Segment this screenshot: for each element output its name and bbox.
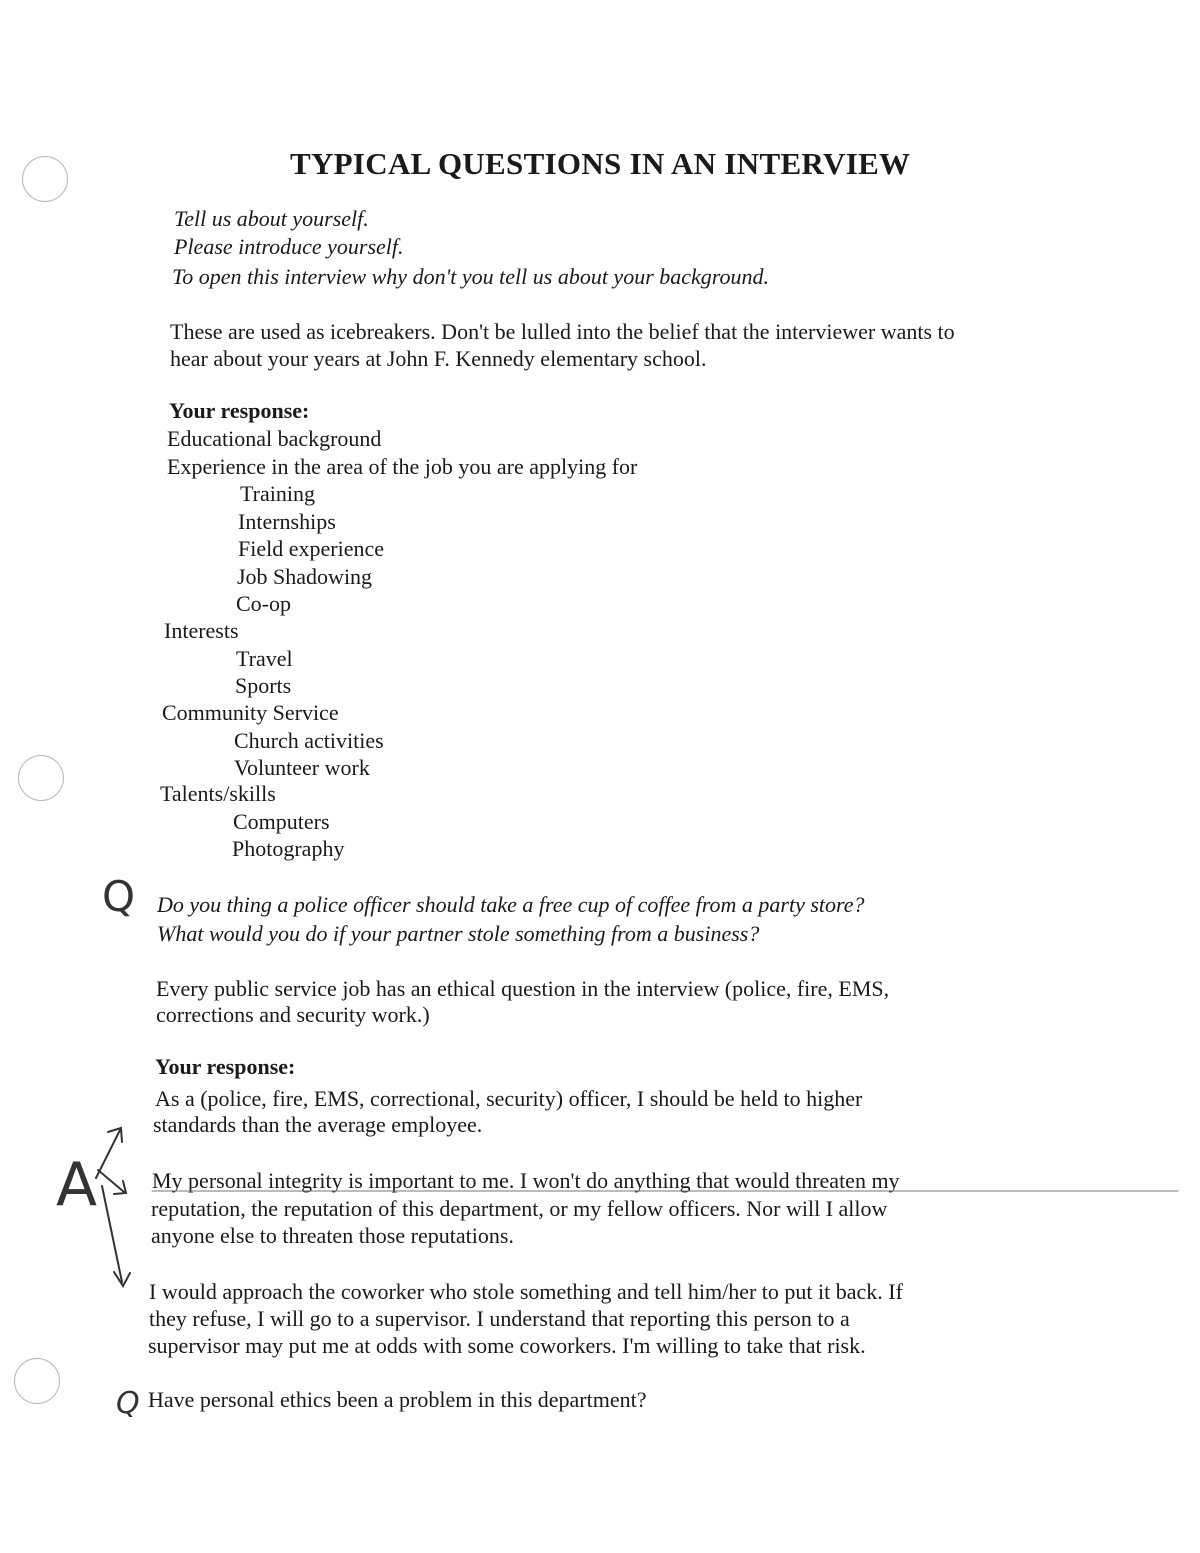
response-line: reputation, the reputation of this department, or my fellow officers. Nor will I allow <box>151 1196 888 1221</box>
list-subitem: Training <box>240 481 315 506</box>
handwritten-q-marker: Q <box>116 1386 140 1421</box>
list-item: Experience in the area of the job you are applying for <box>167 454 638 479</box>
question-line: Tell us about yourself. <box>174 206 369 231</box>
list-subitem: Job Shadowing <box>237 564 373 589</box>
question-line: Do you thing a police officer should take a free cup of coffee from a party store? <box>157 892 865 917</box>
response-line: My personal integrity is important to me. I won't do anything that would threaten my <box>152 1168 900 1193</box>
paragraph-line: Every public service job has an ethical question in the interview (police, fire, EMS, <box>156 976 890 1001</box>
question-line: Have personal ethics been a problem in this department? <box>148 1387 647 1412</box>
list-item: Interests <box>164 618 239 643</box>
list-subitem: Church activities <box>234 728 384 753</box>
response-line: supervisor may put me at odds with some coworkers. I'm willing to take that risk. <box>148 1333 866 1358</box>
response-line: anyone else to threaten those reputations. <box>151 1223 514 1248</box>
list-subitem: Volunteer work <box>234 755 370 780</box>
list-subitem: Internships <box>238 509 336 534</box>
question-line: To open this interview why don't you tell us about your background. <box>172 264 770 289</box>
question-line: Please introduce yourself. <box>174 234 404 259</box>
list-subitem: Photography <box>232 836 345 861</box>
list-subitem: Co-op <box>236 591 291 616</box>
paragraph-line: hear about your years at John F. Kennedy elementary school. <box>170 346 707 371</box>
list-item: Educational background <box>167 426 382 451</box>
page-title: TYPICAL QUESTIONS IN AN INTERVIEW <box>290 146 911 181</box>
response-heading: Your response: <box>169 398 310 423</box>
list-item: Community Service <box>162 700 339 725</box>
response-line: I would approach the coworker who stole something and tell him/her to put it back. If <box>149 1279 903 1304</box>
list-item: Talents/skills <box>160 781 276 806</box>
handwritten-a-annotation: A <box>56 1150 98 1220</box>
response-line: they refuse, I will go to a supervisor. I understand that reporting this person to a <box>149 1306 850 1331</box>
response-line: As a (police, fire, EMS, correctional, security) officer, I should be held to higher <box>155 1086 863 1111</box>
response-line: standards than the average employee. <box>153 1112 483 1137</box>
list-subitem: Sports <box>235 673 292 698</box>
handwritten-q-marker: Q <box>102 872 136 921</box>
question-line: What would you do if your partner stole something from a business? <box>157 921 760 946</box>
paragraph-line: These are used as icebreakers. Don't be lulled into the belief that the interviewer wants to <box>170 319 955 344</box>
list-subitem: Computers <box>233 809 330 834</box>
list-subitem: Travel <box>236 646 293 671</box>
response-heading: Your response: <box>155 1054 296 1079</box>
paragraph-line: corrections and security work.) <box>156 1002 430 1027</box>
list-subitem: Field experience <box>238 536 384 561</box>
